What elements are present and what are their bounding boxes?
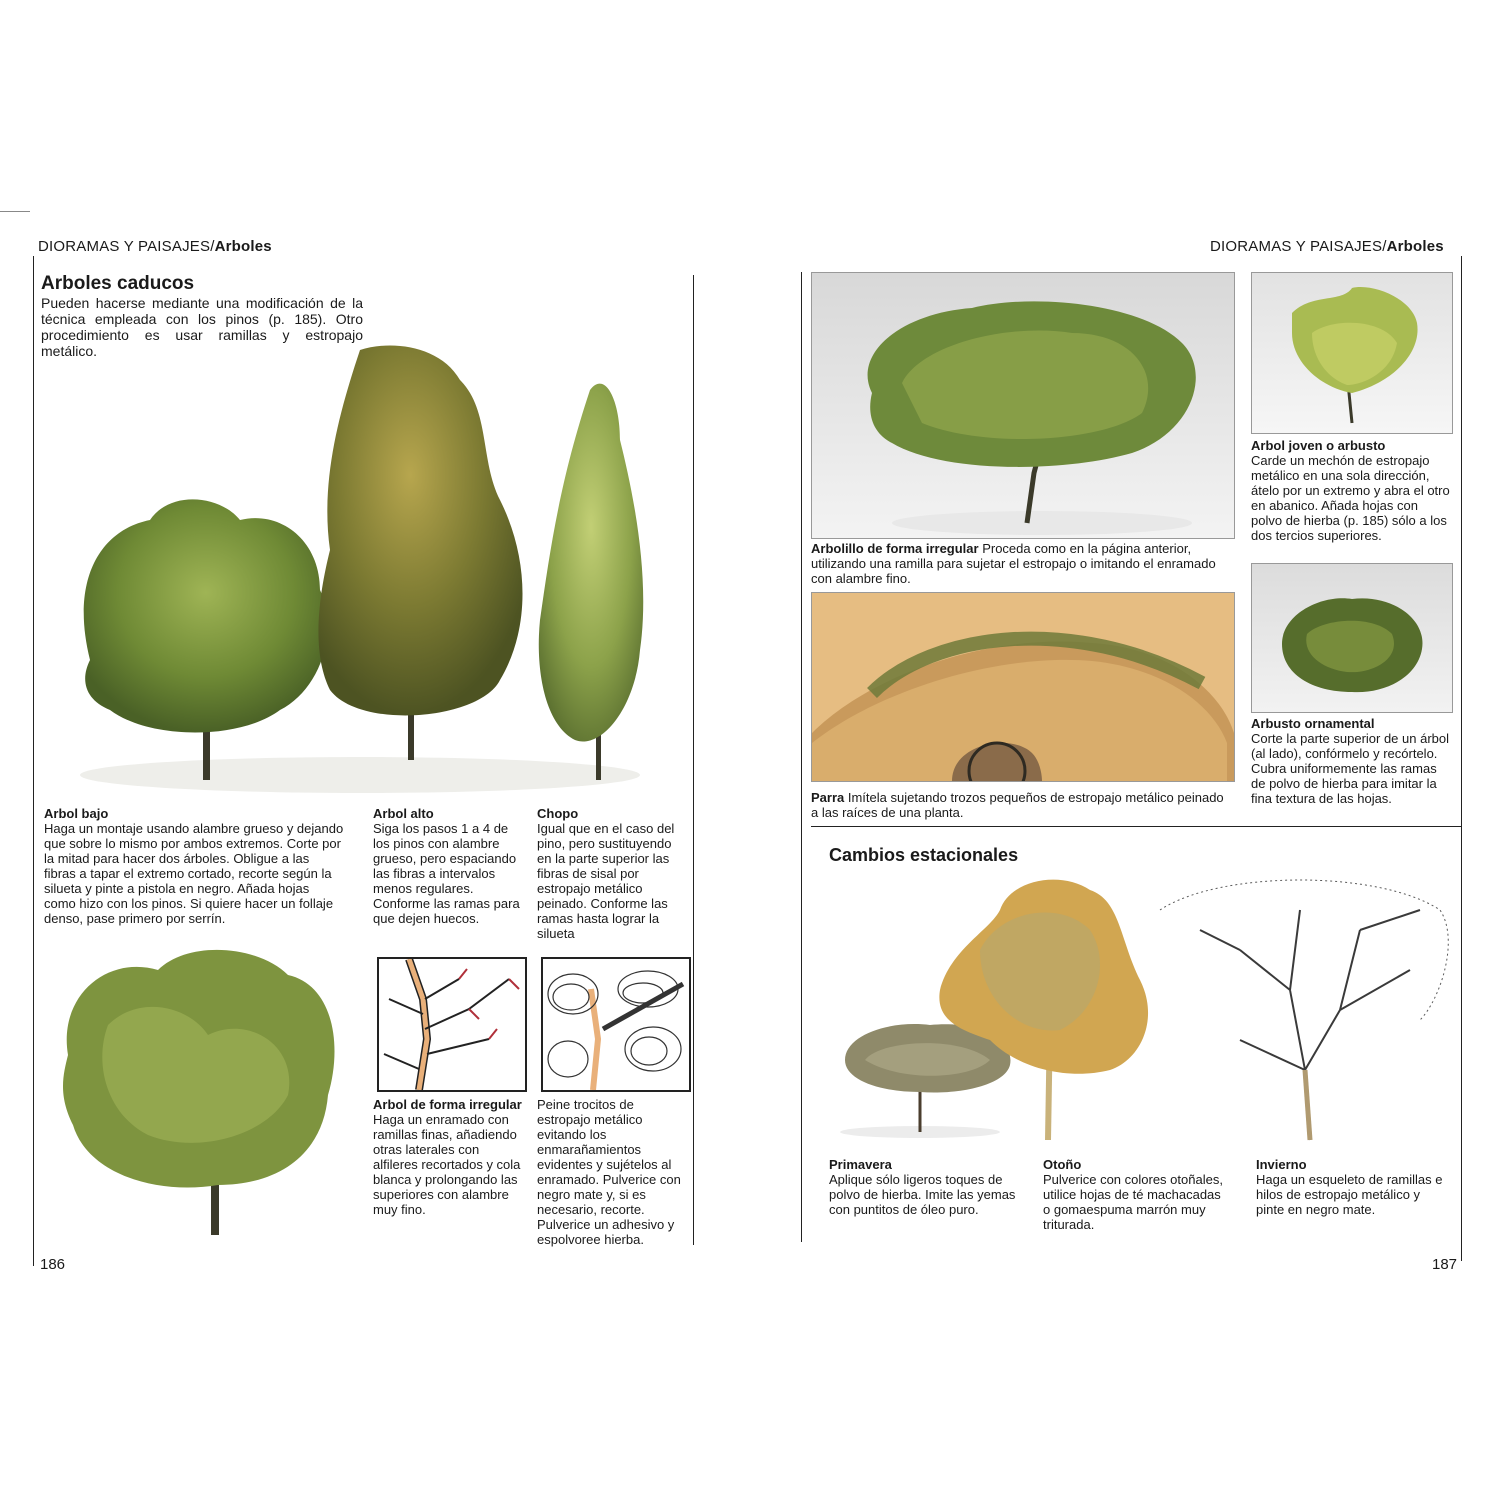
caption-arbusto-ornamental-text: Corte la parte superior de un árbol (al lado), confórmelo y recórtelo. Cubra uniformemente las ramas de polvo de hierba para imitar la fina textura de las hojas.: [1251, 731, 1450, 806]
arbol-joven-photo: [1251, 272, 1453, 434]
branch-frame-drawing: [379, 959, 525, 1090]
left-column-rule: [693, 275, 694, 1245]
caption-arbol-alto-text: Siga los pasos 1 a 4 de los pinos con alambre grueso, pero espaciando las fibras a intervalos menos regulares. Conforme las ramas para que dejen huecos.: [373, 821, 520, 926]
caption-primavera: [829, 1157, 1019, 1217]
caption-invierno-text: Haga un esqueleto de ramillas e hilos de estropajo metálico y pinte en negro mate.: [1256, 1172, 1443, 1217]
caption-arbol-alto: [373, 806, 523, 926]
caption-chopo: [537, 806, 687, 941]
caption-arbol-irregular-text: Haga un enramado con ramillas finas, añadiendo otras laterales con alfileres recortados y cola blanca y prolongando las superiores con alambre muy fino.: [373, 1112, 521, 1217]
seasonal-trees-photo: [820, 870, 1460, 1160]
arbusto-ornamental-illustration: [1252, 564, 1452, 712]
running-head-section: DIORAMAS Y PAISAJES/: [1210, 238, 1387, 255]
caption-arbol-irregular: [373, 1097, 523, 1217]
trees-photo: [60, 330, 660, 800]
caption-arbol-bajo-title: Arbol bajo: [44, 806, 109, 821]
running-head-topic: Arboles: [214, 238, 272, 255]
caption-otono-title: Otoño: [1043, 1157, 1082, 1172]
page-edge-line: [0, 211, 30, 212]
diagram-estropajo: [541, 957, 691, 1092]
right-page-rule: [1461, 256, 1462, 1261]
running-head-topic: Arboles: [1386, 238, 1444, 255]
caption-primavera-text: Aplique sólo ligeros toques de polvo de hierba. Imite las yemas con puntitos de óleo puro.: [829, 1172, 1016, 1217]
section-heading: Arboles caducos: [41, 273, 195, 294]
trees-illustration: [60, 330, 660, 800]
caption-chopo-text: Igual que en el caso del pino, pero sustituyendo en la parte superior las fibras de sisal por estropajo metálico peinado. Conforme las ramas hasta lograr la silueta: [537, 821, 675, 941]
caption-peine: [537, 1097, 687, 1247]
arbolillo-photo: [811, 272, 1235, 539]
caption-parra-title: Parra: [811, 790, 845, 805]
intro-text: Pueden hacerse mediante una modificación de la técnica empleada con los pinos (p. 185). Otro procedimiento es usar ramillas y estropajo metálico.: [41, 295, 363, 359]
right-column-rule: [801, 272, 802, 1242]
irregular-tree-illustration: [48, 935, 348, 1235]
caption-arbolillo-text: Proceda como en la página anterior, utilizando una ramilla para sujetar el estropajo o imitando el enramado con alambre fino.: [811, 541, 1216, 586]
running-head-section: DIORAMAS Y PAISAJES/: [38, 238, 215, 255]
arbol-joven-illustration: [1252, 273, 1452, 433]
parra-photo: [811, 592, 1235, 782]
caption-parra: [811, 790, 1231, 820]
caption-arbusto-ornamental: [1251, 716, 1451, 806]
wool-clumps-drawing: [543, 959, 689, 1090]
parra-illustration: [812, 593, 1234, 781]
caption-otono: [1043, 1157, 1223, 1232]
caption-arbol-joven-text: Carde un mechón de estropajo metálico en una sola dirección, átelo por un extremo y abra el otro en abanico. Añada hojas con polvo de hierba (p. 185) sólo a los dos tercios superiores.: [1251, 453, 1450, 543]
seasonal-heading: Cambios estacionales: [829, 845, 1019, 865]
caption-arbol-alto-title: Arbol alto: [373, 806, 434, 821]
left-page-rule: [33, 256, 34, 1266]
caption-arbolillo: [811, 541, 1231, 586]
page-number-right: 187: [1432, 1256, 1458, 1273]
diagram-enramado: [377, 957, 527, 1092]
caption-invierno-title: Invierno: [1256, 1157, 1307, 1172]
caption-arbol-joven-title: Arbol joven o arbusto: [1251, 438, 1386, 453]
caption-arbol-bajo-text: Haga un montaje usando alambre grueso y dejando que sobre lo mismo por ambos extremos. Corte por la mitad para hacer dos árboles. Obligue a las fibras a tapar el extremo cortado, recorte según la silueta y pinte a pistola en negro. Añada hojas como hizo con los pinos. Si quiere hacer un follaje denso, pase primero por serrín.: [44, 821, 344, 926]
caption-primavera-title: Primavera: [829, 1157, 892, 1172]
arbusto-ornamental-photo: [1251, 563, 1453, 713]
page-number-left: 186: [40, 1256, 66, 1273]
caption-arbolillo-title: Arbolillo de forma irregular: [811, 541, 979, 556]
irregular-tree-photo: [48, 935, 348, 1235]
caption-otono-text: Pulverice con colores otoñales, utilice hojas de té machacadas o gomaespuma marrón muy triturada.: [1043, 1172, 1223, 1232]
running-head-left: [38, 238, 272, 255]
seasonal-trees-illustration: [820, 870, 1460, 1160]
caption-arbol-joven: [1251, 438, 1451, 543]
caption-invierno: [1256, 1157, 1446, 1217]
caption-peine-text: Peine trocitos de estropajo metálico evitando los enmarañamientos evidentes y sujételos al enramado. Pulverice con negro mate y, si es necesario, recorte. Pulverice un adhesivo y espolvoree hierba.: [537, 1097, 681, 1247]
caption-arbusto-ornamental-title: Arbusto ornamental: [1251, 716, 1375, 731]
caption-parra-text: Imítela sujetando trozos pequeños de estropajo metálico peinado a las raíces de una planta.: [811, 790, 1224, 820]
caption-chopo-title: Chopo: [537, 806, 579, 821]
caption-arbol-irregular-title: Arbol de forma irregular: [373, 1097, 522, 1112]
running-head-right: [1210, 238, 1444, 255]
caption-arbol-bajo: [44, 806, 344, 926]
arbolillo-illustration: [812, 273, 1234, 538]
